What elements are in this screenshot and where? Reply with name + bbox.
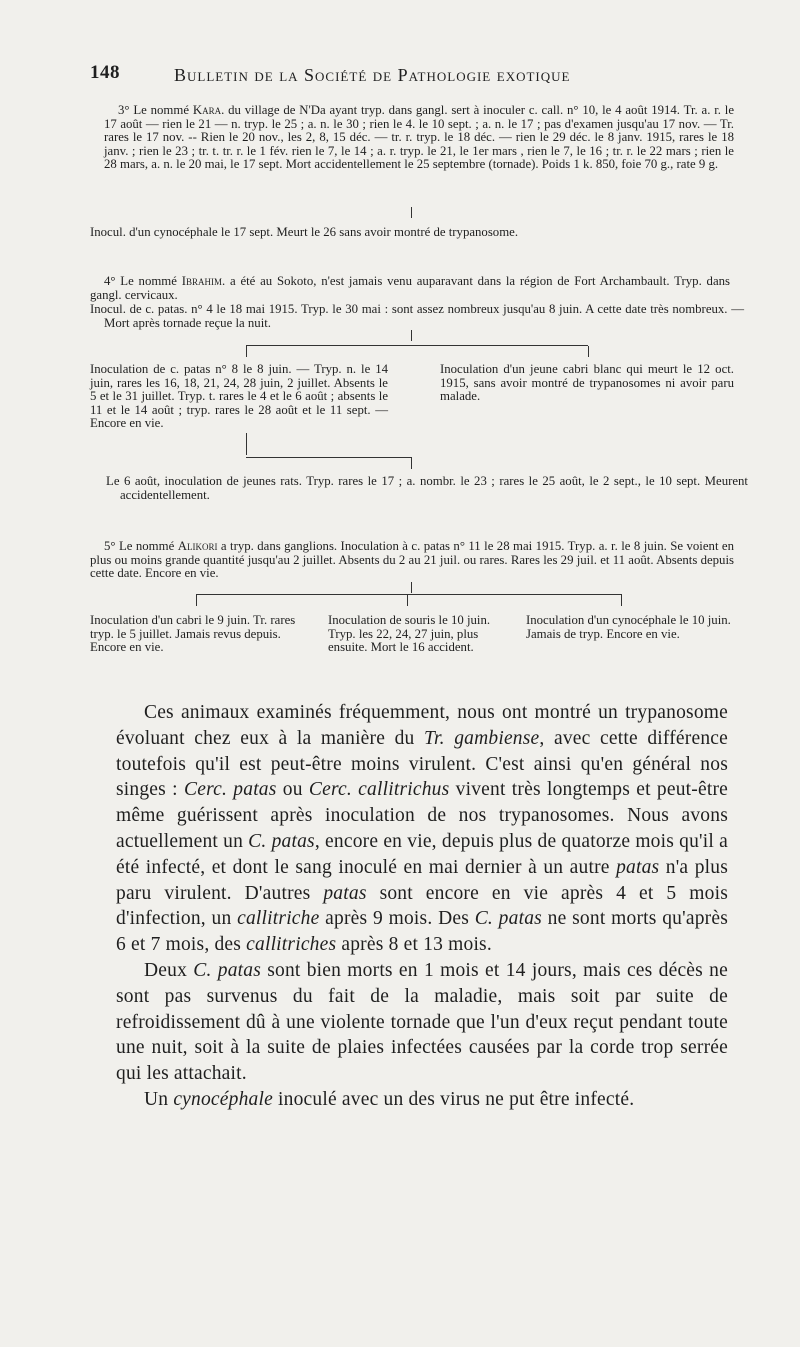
case-4-paragraph [90,275,730,302]
tree-connector [588,346,589,357]
tree-connector [246,346,247,357]
case-4-label: 4° Le nommé [104,274,177,288]
case-4-inoculation: Inocul. de c. patas. n° 4 le 18 mai 1915. Tryp. le 30 mai : sont assez nombreux jusqu'au 8 juin. A cette date très nombreux. — Mort après tornade reçue la nuit. [90,302,744,330]
running-title: Bulletin de la Société de Pathologie exotique [174,65,571,85]
tree-connector [411,582,412,593]
case-5-cabri-branch: Inoculation d'un cabri le 9 juin. Tr. rares tryp. le 5 juillet. Jamais revus depuis. Encore en vie. [90,613,296,655]
case-4-left-branch: Inoculation de c. patas n° 8 le 8 juin. — Tryp. n. le 14 juin, rares les 16, 18, 21, 24, 28 juin, 2 juillet. Absents le 5 et le 31 juillet. Tryp. t. rares le 4 et le 6 août ; absents le 11 et le 14 août ; tryp. rares le 28 août et le 11 sept. — Encore en vie. [90,362,388,431]
case-3-paragraph [104,104,734,172]
case-5-text: a tryp. dans ganglions. Inoculation à c. patas n° 11 le 28 mai 1915. Tryp. a. r. le 8 juin. Se voient en plus ou moins grande quantité jusqu'au 2 juillet. Absents du 2 au 21 juil. ou rares. Rares les 29 juil. et 11 août. Absents depuis cette date. Encore en vie. [90,539,735,581]
case-5-label: 5° Le nommé [104,539,175,553]
case-5-name: Alikori [177,539,218,553]
tree-connector [411,207,412,218]
case-3-label: 3° Le nommé [118,103,190,117]
case-4-name: Ibrahim [181,274,223,288]
case-4-right-branch: Inoculation d'un jeune cabri blanc qui meurt le 12 oct. 1915, sans avoir montré de trypanosomes ni avoir paru malade. [440,362,734,404]
tree-connector [621,595,622,606]
tree-connector [196,595,197,606]
branch-rule [246,457,412,458]
branch-rule [246,345,588,346]
case-3-subinoculation: Inocul. d'un cynocéphale le 17 sept. Meurt le 26 sans avoir montré de trypanosome. [90,225,519,239]
case-5-cynocephale-branch: Inoculation d'un cynocéphale le 10 juin. Jamais de tryp. Encore en vie. [526,613,731,641]
page-number: 148 [90,62,120,83]
case-4-text: . a été au Sokoto, n'est jamais venu auparavant dans la région de Fort Archambault. Tryp. dans gangl. cervicaux. [90,274,731,302]
tree-connector [411,330,412,341]
body-paragraph-1: Ces animaux examinés fréquemment, nous ont montré un trypanosome évoluant chez eux à la manière du Tr. gambiense, avec cette différence toutefois qu'il est peut-être moins virulent. C'est ainsi qu'en général nos singes : Cerc. patas ou Cerc. callitrichus vivent très longtemps et peut-être même guérissent après inoculation de nos trypanosomes. Nous avons actuellement un C. patas, encore en vie, depuis plus de quatorze mois qu'il a été infecté, et dont le sang inoculé en mai dernier à un autre patas n'a plus paru virulent. D'autres patas sont encore en vie après 4 et 5 mois d'infection, un callitriche après 9 mois. Des C. patas ne sont morts qu'après 6 et 7 mois, des callitriches après 8 et 13 mois. [116,702,729,956]
tree-connector [246,433,247,455]
case-5-paragraph [90,540,734,581]
case-5-souris-branch: Inoculation de souris le 10 juin. Tryp. les 22, 24, 27 juin, plus ensuite. Mort le 16 accident. [328,613,491,655]
tree-connector [411,458,412,469]
case-3-name: Kara [192,103,222,117]
main-body-text [116,700,728,1113]
body-paragraph-2: Deux C. patas sont bien morts en 1 mois et 14 jours, mais ces décès ne sont pas survenus du fait de la maladie, mais soit par suite de refroidissement dû à une violente tornade que l'un d'eux reçut pendant toute une nuit, soit à la suite de plaies infectées causées par la corde trop serrée qui les attachait. [116,959,728,1085]
body-paragraph-3: Un cynocéphale inoculé avec un des virus ne put être infecté. [144,1088,635,1110]
tree-connector [407,595,408,606]
case-4-rats: Le 6 août, inoculation de jeunes rats. Tryp. rares le 17 ; a. nombr. le 23 ; rares le 25 août, le 2 sept., le 10 sept. Meurent accidentellement. [106,474,748,502]
case-3-text: . du village de N'Da ayant tryp. dans gangl. sert à inoculer c. call. n° 10, le 4 août 1914. Tr. a. r. le 17 août — rien le 21 — n. tryp. le 25 ; a. n. le 30 ; rien le 4. le 10 sept. ; a. n. le 17 ; pas d'examen jusqu'au 17 nov. — Tr. rares le 17 nov. -- Rien le 20 nov., les 2, 8, 15 déc. — tr. r. tryp. le 18 déc. — rien le 29 déc. le 8 janv. 1915, rares le 18 janv. ; rien le 23 ; tr. t. tr. r. le 1 fév. rien le 7, le 14 ; a. r. tryp. le 21, le 1er mars , rien le 7, le 16 ; tr. r. le 22 mars ; rien le 28 mars, a. n. le 20 mai, le 17 sept. Mort accidentellement le 25 septembre (tornade). Poids 1 k. 850, foie 70 g., rate 9 g. [104,103,735,172]
branch-rule [196,594,622,595]
